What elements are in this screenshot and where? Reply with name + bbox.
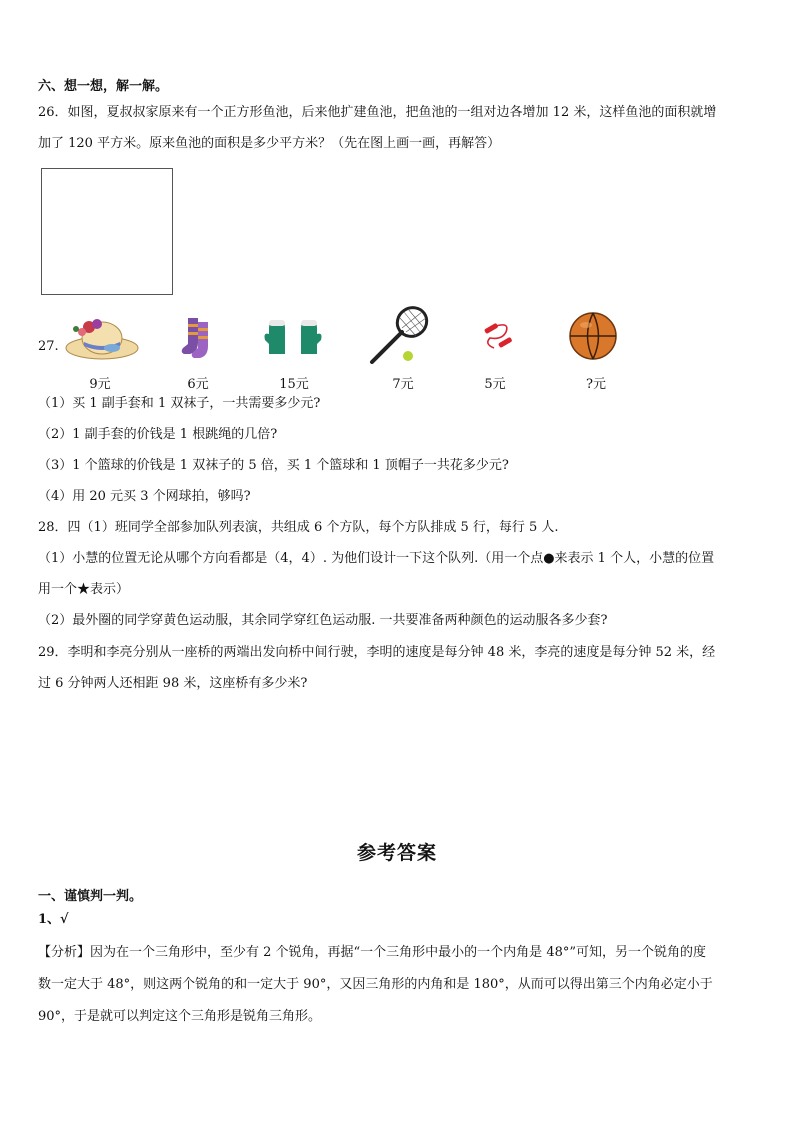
- section-heading: 六、想一想，解一解。: [38, 79, 169, 94]
- answers-title: 参考答案: [356, 842, 437, 864]
- price-jump-rope: 5元: [484, 377, 506, 392]
- q28-text: 28．四（1）班同学全部参加队列表演，共组成 6 个方队，每个方队排成 5 行，每行 5 人.: [38, 520, 559, 535]
- hat-icon: [62, 312, 142, 362]
- q28-sub2: （2）最外圈的同学穿黄色运动服，其余同学穿红色运动服. 一共要准备两种颜色的运动服各多少套?: [38, 613, 608, 628]
- q26-text-line1: 26．如图，夏叔叔家原来有一个正方形鱼池，后来他扩建鱼池，把鱼池的一组对边各增加 12 米，这样鱼池的面积就增: [38, 105, 717, 120]
- price-basketball: ?元: [586, 377, 606, 392]
- q27-sub3: （3）1 个篮球的价钱是 1 双袜子的 5 倍，买 1 个篮球和 1 顶帽子一共花多少元?: [38, 458, 509, 473]
- price-tennis-racket: 7元: [392, 377, 414, 392]
- q29-text-line1: 29．李明和李亮分别从一座桥的两端出发向桥中间行驶，李明的速度是每分钟 48 米，李亮的速度是每分钟 52 米，经: [38, 645, 716, 660]
- answers-section-heading: 一、谨慎判一判。: [38, 889, 143, 904]
- answer-1-analysis-line2: 数一定大于 48°，则这两个锐角的和一定大于 90°，又因三角形的内角和是 180°，从而可以得出第三个内角必定小于: [38, 977, 713, 992]
- price-socks: 6元: [187, 377, 209, 392]
- answer-1-analysis-line3: 90°，于是就可以判定这个三角形是锐角三角形。: [38, 1009, 322, 1024]
- q28-sub1-line2: 用一个★表示）: [38, 582, 130, 597]
- q26-text-line2: 加了 120 平方米。原来鱼池的面积是多少平方米？（先在图上画一画，再解答）: [38, 136, 501, 151]
- fish-pond-square-figure: [41, 168, 173, 295]
- answer-1-analysis-line1: 【分析】因为在一个三角形中，至少有 2 个锐角，再据“一个三角形中最小的一个内角是 48°”可知，另一个锐角的度: [38, 945, 707, 960]
- q27-sub4: （4）用 20 元买 3 个网球拍，够吗?: [38, 489, 251, 504]
- gloves-icon: [263, 318, 325, 360]
- tennis-racket-icon: [368, 304, 434, 364]
- price-hat: 9元: [89, 377, 111, 392]
- q28-sub1-line1: （1）小慧的位置无论从哪个方向看都是（4，4）. 为他们设计一下这个队列.（用一个点●来表示 1 个人，小慧的位置: [38, 551, 715, 566]
- price-gloves: 15元: [279, 377, 309, 392]
- q27-sub1: （1）买 1 副手套和 1 双袜子，一共需要多少元?: [38, 396, 321, 411]
- jump-rope-icon: [480, 318, 516, 354]
- q27-number: 27.: [38, 339, 59, 354]
- basketball-icon: [568, 311, 618, 361]
- q29-text-line2: 过 6 分钟两人还相距 98 米，这座桥有多少米?: [38, 676, 308, 691]
- answer-1-label: 1、√: [38, 912, 69, 927]
- q27-sub2: （2）1 副手套的价钱是 1 根跳绳的几倍?: [38, 427, 278, 442]
- socks-icon: [180, 316, 216, 360]
